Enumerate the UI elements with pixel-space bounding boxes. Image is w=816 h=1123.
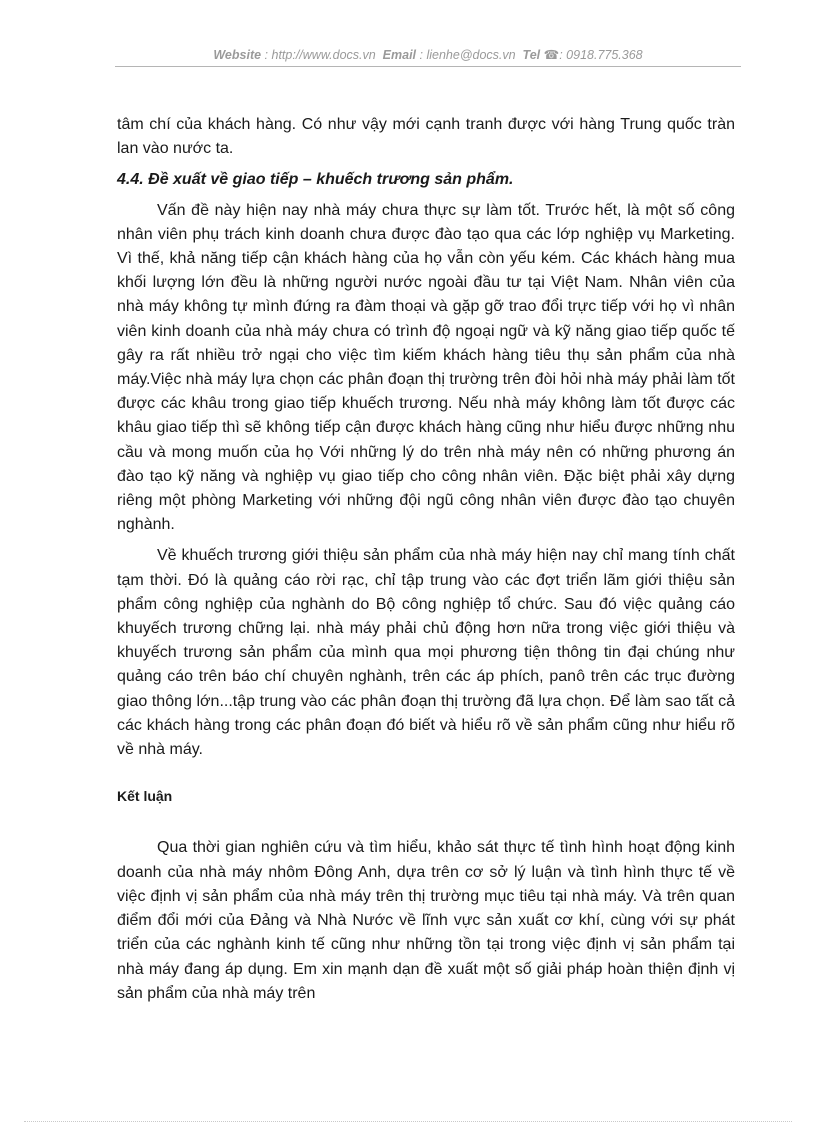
- page-header: [115, 47, 741, 62]
- header-divider: [115, 66, 741, 67]
- paragraph-promotion: Về khuếch trương giới thiệu sản phẩm của nhà máy hiện nay chỉ mang tính chất tạm thời. Đó là quảng cáo rời rạc, chỉ tập trung vào các đợt triển lãm giới thiệu sản phẩm công nghiệp của nghành do Bộ công nghiệp tổ chức. Sau đó việc quảng cáo khuyếch trương chững lại. nhà máy phải chủ động hơn nữa trong việc giới thiệu và khuyếch trương sản phẩm của mình qua mọi phương tiện thông tin đại chúng như quảng cáo trên báo chí chuyên nghành, trên các áp phích, panô trên các trục đường giao thông lớn...tập trung vào các phân đoạn thị trường đã lựa chọn. Để làm sao tất cả các khách hàng trong các phân đoạn đó biết và hiểu rõ về sản phẩm cũng như hiểu rõ về nhà máy.: [117, 547, 735, 759]
- conclusion-heading: Kết luận: [117, 788, 173, 805]
- phone-icon: ☎: [543, 48, 560, 62]
- paragraph-continued: tâm chí của khách hàng. Có như vậy mới cạnh tranh được với hàng Trung quốc tràn lan vào nước ta.: [117, 116, 735, 158]
- email-label: Email: [382, 48, 417, 62]
- email-value[interactable]: : lienhe@docs.vn: [419, 48, 516, 62]
- website-label: Website: [213, 48, 262, 62]
- section-heading: 4.4. Đề xuất về giao tiếp – khuếch trương sản phẩm.: [117, 171, 514, 189]
- document-body: [117, 113, 735, 1006]
- paragraph-communication: Vấn đề này hiện nay nhà máy chưa thực sự làm tốt. Trước hết, là một số công nhân viên phụ trách kinh doanh chưa được đào tạo qua các lớp nghiệp vụ Marketing. Vì thế, khả năng tiếp cận khách hàng của họ vẫn còn yếu kém. Các khách hàng mua khối lượng lớn đều là những người nước ngoài đầu tư tại Việt Nam. Nhân viên của nhà máy không tự mình đứng ra đàm thoại và gặp gỡ trao đổi trực tiếp với họ vì nhân viên kinh doanh của nhà máy chưa có trình độ ngoại ngữ và kỹ năng giao tiếp quốc tế gây ra rất nhiều trở ngại cho việc tìm kiếm khách hàng tiêu thụ sản phẩm của nhà máy.Việc nhà máy lựa chọn các phân đoạn thị trường trên đòi hỏi nhà máy phải làm tốt được các khâu trong giao tiếp khuếch trương. Nếu nhà máy không làm tốt được các khâu giao tiếp thì sẽ không tiếp cận được khách hàng cũng như hiểu được những nhu cầu và mong muốn của họ Với những lý do trên nhà máy nên có những phương án đào tạo kỹ năng và nghiệp vụ giao tiếp cho công nhân viên. Đặc biệt phải xây dựng riêng một phòng Marketing với những đội ngũ công nhân viên được đào tạo chuyên nghành.: [117, 201, 735, 534]
- tel-label: Tel: [522, 48, 541, 62]
- tel-value: : 0918.775.368: [559, 48, 643, 62]
- paragraph-conclusion: Qua thời gian nghiên cứu và tìm hiểu, khảo sát thực tế tình hình hoạt động kinh doanh của nhà máy nhôm Đông Anh, dựa trên cơ sở lý luận và tình hình thực tế về việc định vị sản phẩm của nhà máy trên thị trường mục tiêu tại nhà máy. Và trên quan điểm đổi mới của Đảng và Nhà Nước về lĩnh vực sản xuất cơ khí, cùng với sự phát triển của các nghành kinh tế cũng như những tồn tại trong việc định vị sản phẩm tại nhà máy đang áp dụng. Em xin mạnh dạn đề xuất một số giải pháp hoàn thiện định vị sản phẩm của nhà máy trên: [117, 839, 735, 1002]
- footer-divider: [24, 1121, 792, 1122]
- website-value[interactable]: : http://www.docs.vn: [264, 48, 376, 62]
